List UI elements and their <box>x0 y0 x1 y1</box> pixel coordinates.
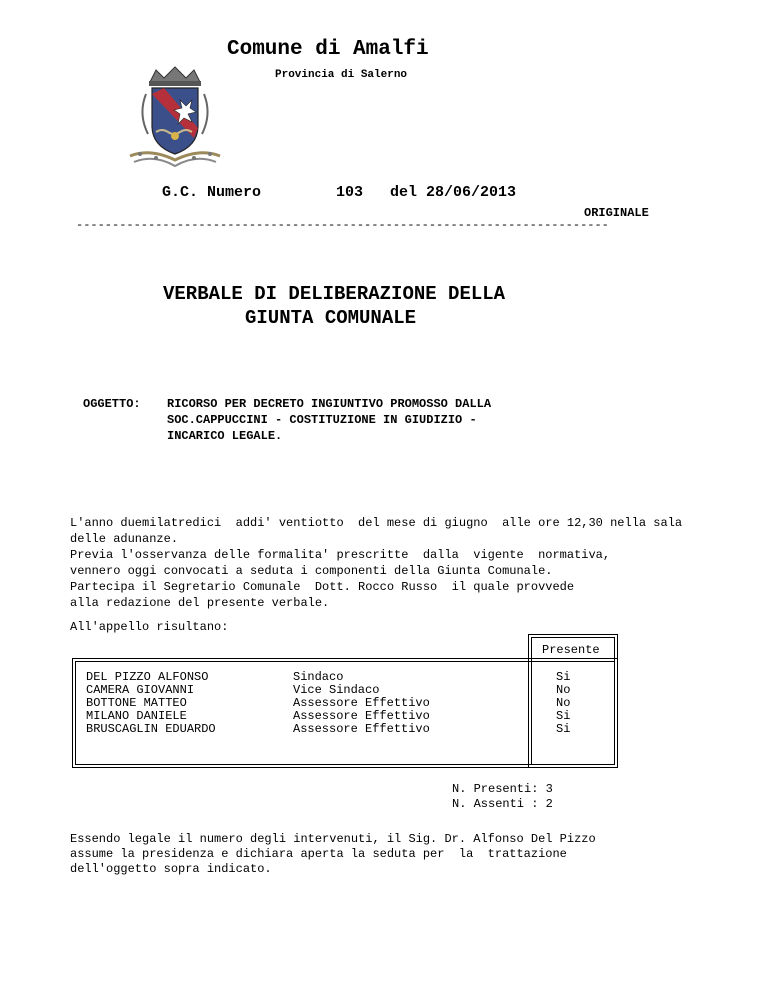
member-name: DEL PIZZO ALFONSO <box>86 670 209 684</box>
member-role: Assessore Effettivo <box>293 696 430 710</box>
total-assenti: N. Assenti : 2 <box>452 797 553 811</box>
member-role: Sindaco <box>293 670 344 684</box>
total-presenti: N. Presenti: 3 <box>452 782 553 796</box>
gc-date: del 28/06/2013 <box>390 184 517 201</box>
body-line: delle adunanze. <box>70 532 179 546</box>
member-presence: No <box>556 683 571 697</box>
member-name: BOTTONE MATTEO <box>86 696 187 710</box>
document-title-line2: GIUNTA COMUNALE <box>245 307 417 329</box>
body-line: vennero oggi convocati a seduta i componenti della Giunta Comunale. <box>70 564 553 578</box>
footer-line: dell'oggetto sopra indicato. <box>70 862 272 876</box>
coat-of-arms-icon <box>120 64 230 172</box>
member-role: Vice Sindaco <box>293 683 380 697</box>
member-presence: Si <box>556 670 571 684</box>
footer-line: Essendo legale il numero degli intervenuti, il Sig. Dr. Alfonso Del Pizzo <box>70 832 596 846</box>
member-presence: No <box>556 696 571 710</box>
gc-number-value: 103 <box>336 184 364 201</box>
presente-column-header: Presente <box>542 643 600 657</box>
member-role: Assessore Effettivo <box>293 709 430 723</box>
oggetto-label: OGGETTO: <box>83 397 141 411</box>
member-presence: Si <box>556 709 571 723</box>
appello-label: All'appello risultano: <box>70 620 229 634</box>
oggetto-line: INCARICO LEGALE. <box>167 429 283 443</box>
oggetto-line: SOC.CAPPUCCINI - COSTITUZIONE IN GIUDIZIO - <box>167 413 477 427</box>
document-status: ORIGINALE <box>584 206 649 220</box>
provincia-subtitle: Provincia di Salerno <box>275 69 408 81</box>
member-name: CAMERA GIOVANNI <box>86 683 195 697</box>
member-role: Assessore Effettivo <box>293 722 430 736</box>
member-name: MILANO DANIELE <box>86 709 187 723</box>
member-presence: Si <box>556 722 571 736</box>
body-line: Partecipa il Segretario Comunale Dott. Rocco Russo il quale provvede <box>70 580 575 594</box>
member-name: BRUSCAGLIN EDUARDO <box>86 722 216 736</box>
gc-number-label: G.C. Numero <box>162 184 262 201</box>
footer-line: assume la presidenza e dichiara aperta la seduta per la trattazione <box>70 847 567 861</box>
oggetto-line: RICORSO PER DECRETO INGIUNTIVO PROMOSSO DALLA <box>167 397 492 411</box>
body-line: alla redazione del presente verbale. <box>70 596 330 610</box>
body-line: L'anno duemilatredici addi' ventiotto del mese di giugno alle ore 12,30 nella sala <box>70 516 683 530</box>
comune-title: Comune di Amalfi <box>227 38 429 61</box>
body-line: Previa l'osservanza delle formalita' prescritte dalla vigente normativa, <box>70 548 611 562</box>
document-title-line1: VERBALE DI DELIBERAZIONE DELLA <box>163 283 506 305</box>
column-divider <box>531 661 532 763</box>
separator-line: -------------------------------------------------------------------------- <box>76 218 609 232</box>
column-divider <box>528 658 529 766</box>
